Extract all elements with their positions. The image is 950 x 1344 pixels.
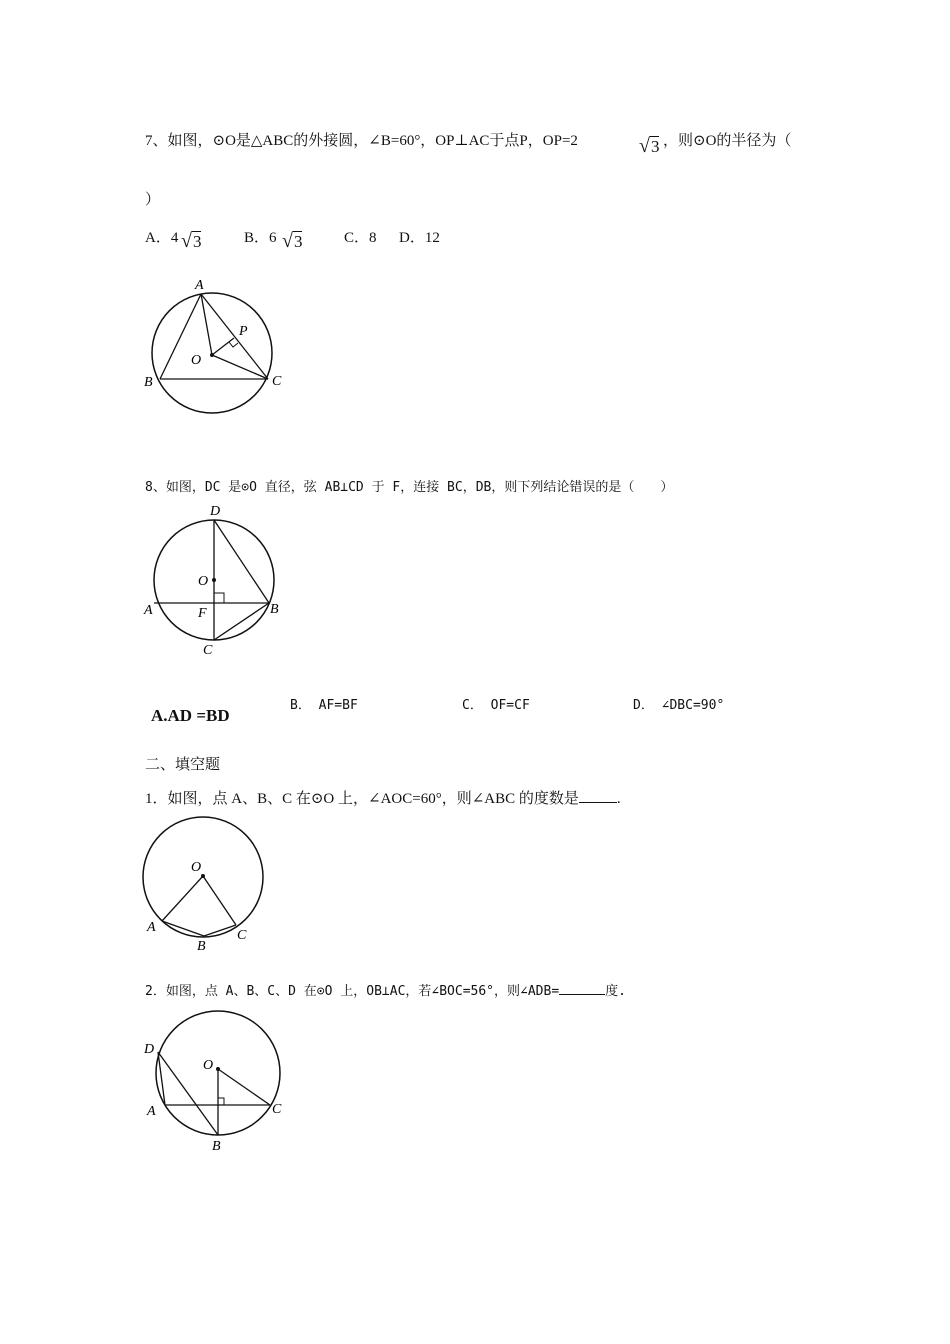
q7-option-b-radical: √3 <box>282 230 303 252</box>
segment-db <box>214 520 269 603</box>
fill1-figure <box>138 812 288 962</box>
center-dot <box>216 1067 220 1071</box>
label-o: O <box>191 353 202 368</box>
q8-option-d: D． ∠DBC=90° <box>633 698 725 713</box>
label-f: F <box>198 606 207 621</box>
q8-option-b: B． AF=BF <box>290 698 358 713</box>
segment-oc <box>212 355 268 379</box>
section-title: 二、填空题 <box>145 757 221 773</box>
q8-option-a: A.AD =BD <box>151 706 230 725</box>
center-dot <box>201 874 205 878</box>
label-b: B <box>197 939 206 954</box>
label-c: C <box>203 643 213 658</box>
label-d: D <box>144 1042 155 1057</box>
segment-oc <box>203 876 236 925</box>
label-b: B <box>212 1139 221 1154</box>
q7-stem-tail <box>663 129 791 150</box>
label-o: O <box>191 860 202 875</box>
right-angle-mark <box>218 1098 224 1105</box>
q7-stem <box>145 129 578 150</box>
label-a: A <box>147 1104 156 1119</box>
q7-option-c: C．8 <box>344 230 377 246</box>
q7-close-paren: ） <box>145 192 161 208</box>
fill2-text-after: 度. <box>605 984 626 999</box>
label-a: A <box>195 278 204 293</box>
segment-op <box>212 338 234 355</box>
label-b: B <box>144 375 153 390</box>
q7-figure <box>140 275 300 425</box>
right-angle-mark <box>214 593 224 603</box>
right-angle-mark <box>229 342 238 347</box>
label-o: O <box>198 574 209 589</box>
label-b: B <box>270 602 279 617</box>
segment-oc <box>218 1069 270 1105</box>
label-d: D <box>210 504 221 519</box>
q8-option-c: C． OF=CF <box>462 698 530 713</box>
q8-stem: 8、如图，DC 是⊙O 直径，弦 AB⊥CD 于 F，连接 BC，DB，则下列结论错误的是（ ） <box>145 480 674 495</box>
q8-figure <box>140 500 300 660</box>
label-c: C <box>272 374 282 389</box>
label-o: O <box>203 1058 214 1073</box>
segment-ac <box>201 294 268 379</box>
q7-option-a-radical: √3 <box>181 230 202 252</box>
label-a: A <box>144 603 153 618</box>
sqrt-symbol: √ <box>639 135 650 157</box>
segment-bc <box>214 603 269 640</box>
q7-option-b: B．6 <box>244 230 277 246</box>
fill2-stem <box>145 980 626 999</box>
q7-text-after: ，则⊙O的半径为（ <box>663 133 792 149</box>
label-c: C <box>237 928 247 943</box>
center-dot <box>212 578 216 582</box>
fill1-text-after: . <box>616 791 621 807</box>
q7-text-before: 7、如图，⊙O是△ABC的外接圆，∠B=60°，OP⊥AC于点P，OP=2 <box>145 133 578 149</box>
fill2-figure <box>140 1005 300 1165</box>
q7-option-d: D．12 <box>399 230 440 246</box>
center-dot <box>210 353 214 357</box>
label-a: A <box>147 920 156 935</box>
label-p: P <box>239 324 248 339</box>
q7-option-a: A．4 <box>145 230 179 246</box>
q7-radicand: 3 <box>650 137 660 156</box>
sqrt-symbol: √ <box>282 230 293 252</box>
fill1-answer-blank[interactable] <box>579 787 617 803</box>
fill1-stem <box>145 787 621 808</box>
sqrt-symbol: √ <box>181 230 192 252</box>
segment-oa <box>201 294 212 355</box>
segment-oa <box>162 876 203 921</box>
fill2-answer-blank[interactable] <box>559 980 605 995</box>
label-c: C <box>272 1102 282 1117</box>
fill2-text-before: 2．如图，点 A、B、C、D 在⊙O 上，OB⊥AC，若∠BOC=56°，则∠ADB= <box>145 984 560 999</box>
q7-radical <box>639 135 659 158</box>
fill1-text-before: 1．如图，点 A、B、C 在⊙O 上，∠AOC=60°，则∠ABC 的度数是 <box>145 791 579 807</box>
